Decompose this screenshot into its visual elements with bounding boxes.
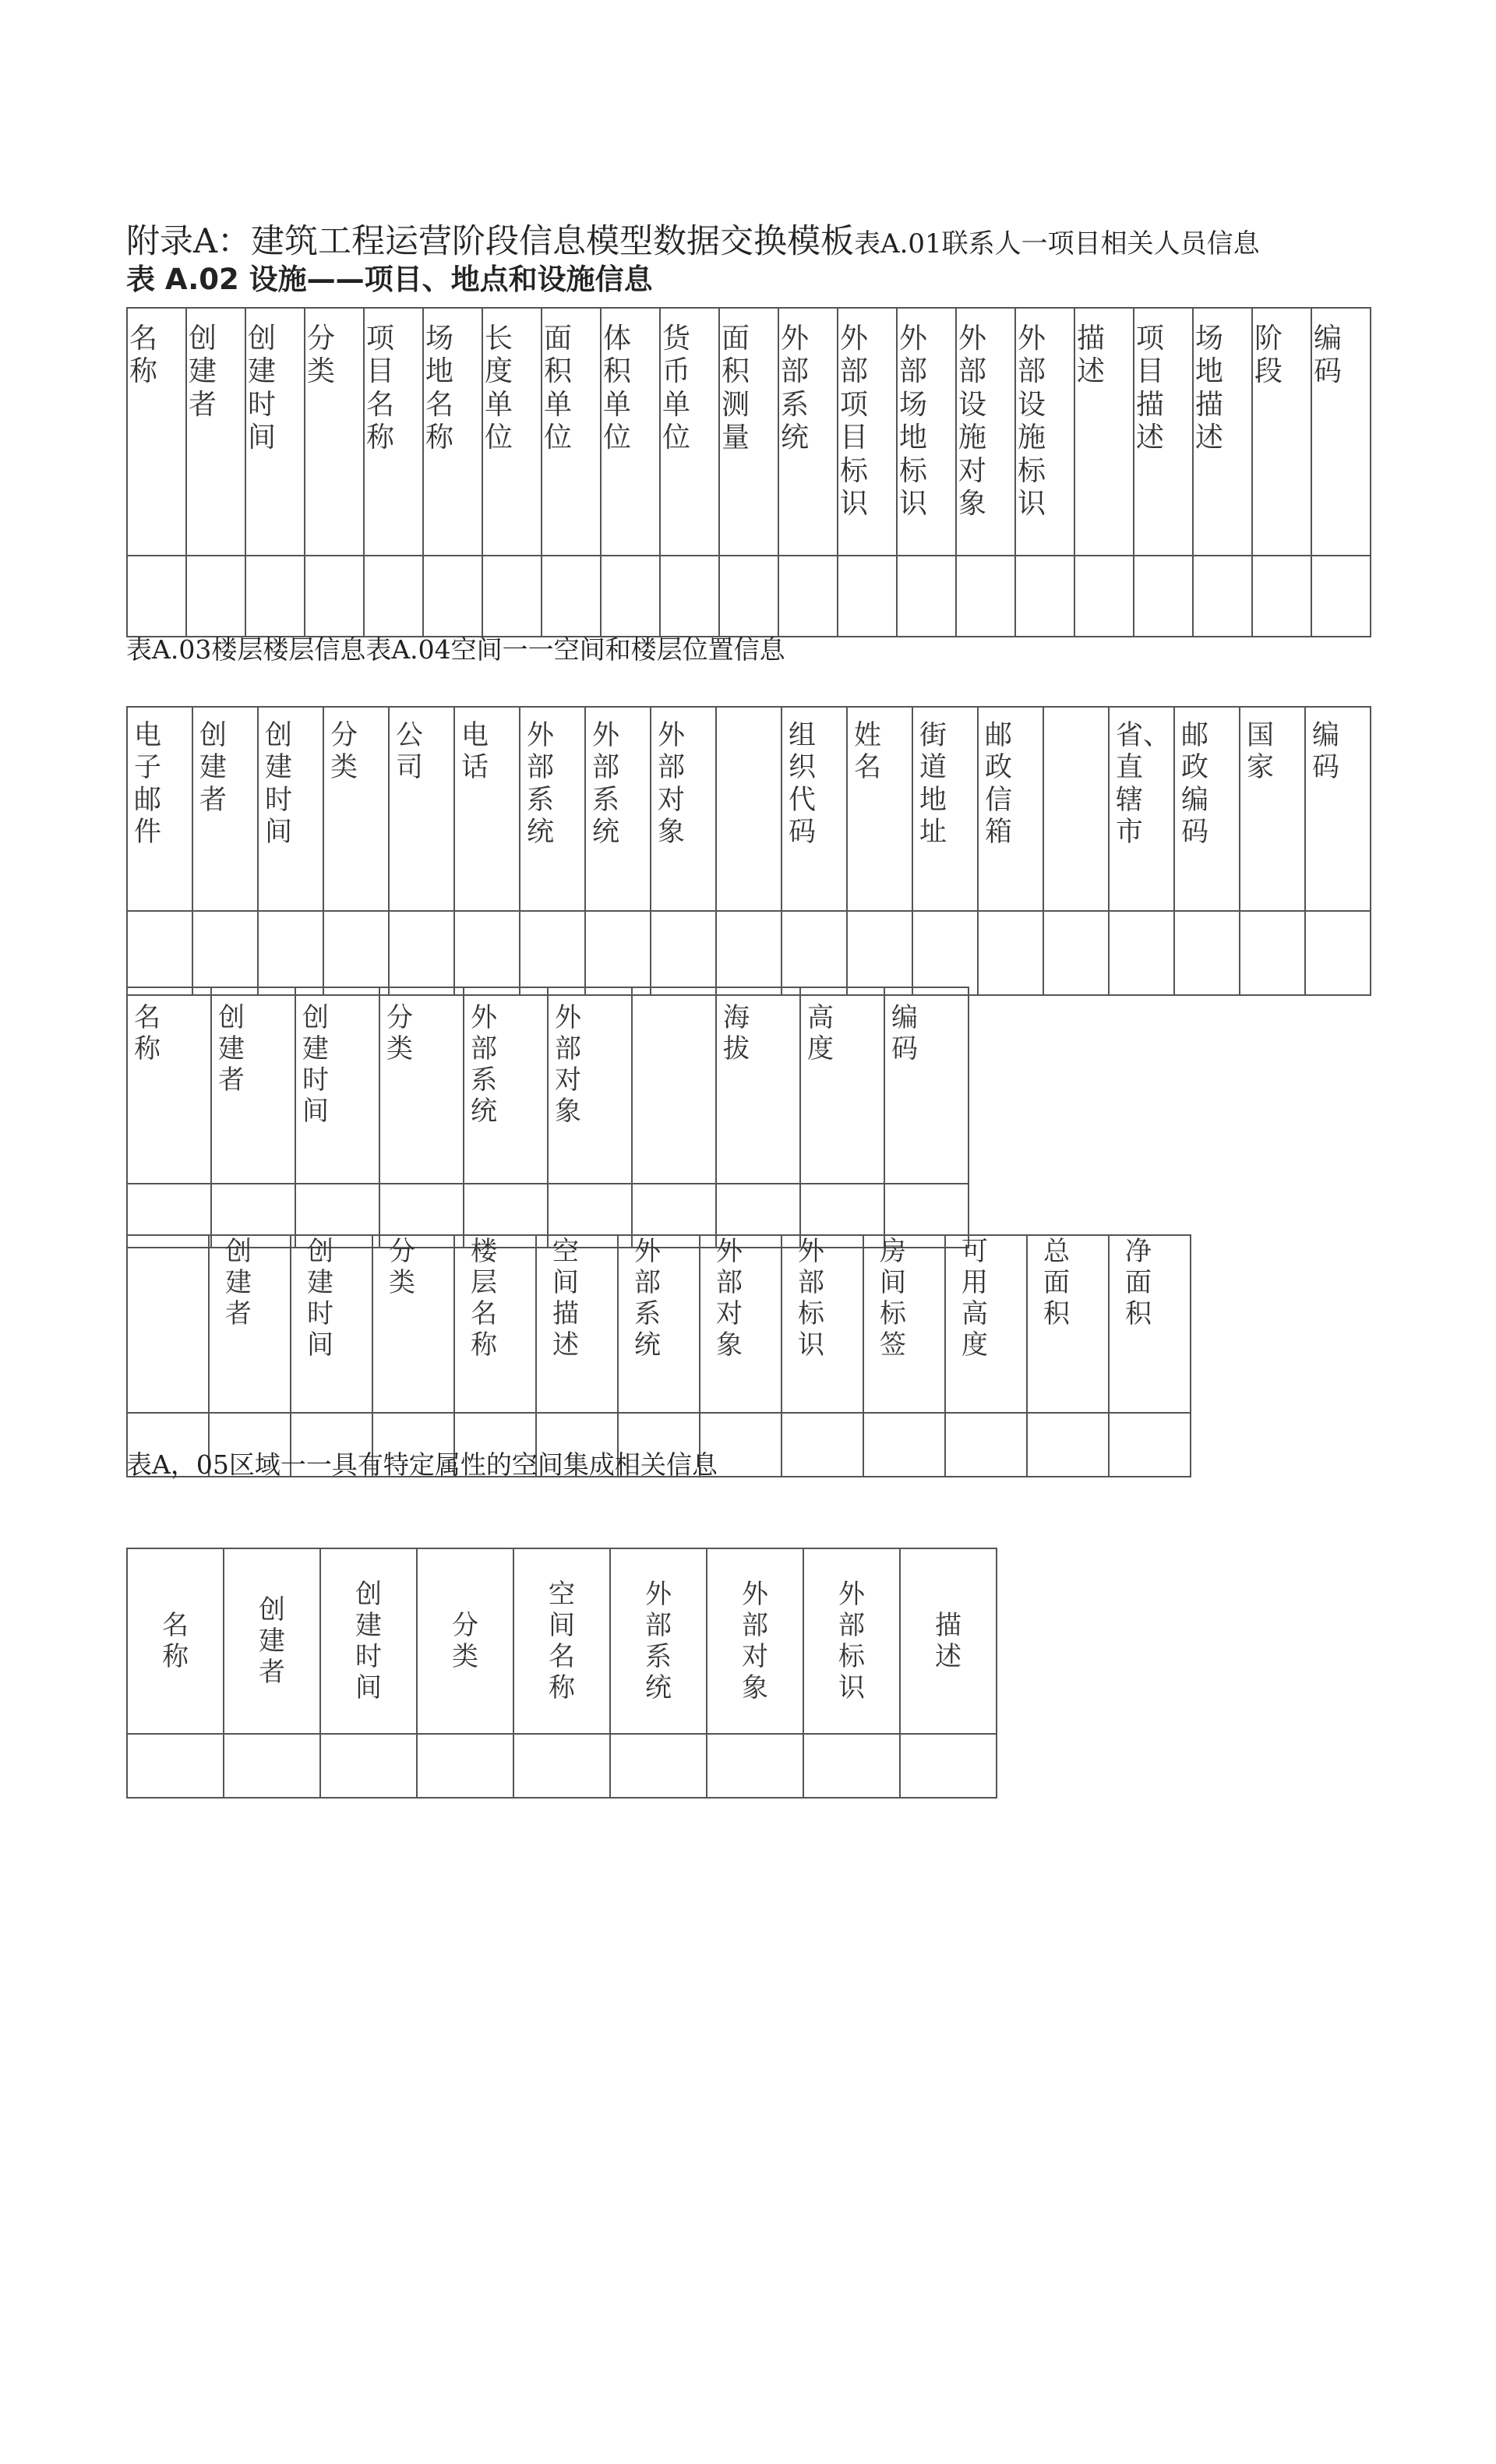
header-label: 空间描述 (552, 1236, 579, 1361)
empty-cell (1305, 911, 1371, 995)
header-cell (700, 1235, 782, 1413)
empty-cell (900, 1734, 997, 1798)
header-cell (127, 1235, 209, 1413)
header-label: 场地描述 (1195, 323, 1224, 454)
header-cell (127, 308, 186, 556)
header-label: 编码 (1314, 323, 1343, 388)
empty-cell (323, 911, 389, 995)
empty-cell (423, 556, 482, 637)
empty-cell (1015, 556, 1074, 637)
header-label: 外部设施标识 (1018, 323, 1046, 521)
header-label: 组织代码 (789, 720, 817, 848)
header-label: 外部标识 (798, 1236, 824, 1361)
empty-cell (707, 1734, 803, 1798)
header-cell (372, 1235, 454, 1413)
header-label: 外部标识 (838, 1578, 865, 1704)
header-cell (847, 707, 912, 911)
header-cell (1305, 707, 1371, 911)
empty-cell (782, 911, 847, 995)
header-cell (884, 987, 969, 1184)
header-label: 项目描述 (1136, 323, 1165, 454)
header-label: 长度单位 (485, 323, 513, 454)
header-cell (209, 1235, 291, 1413)
empty-cell (192, 911, 258, 995)
header-cell (1074, 308, 1134, 556)
header-cell (800, 987, 884, 1184)
header-cell (258, 707, 323, 911)
empty-cell (1252, 556, 1311, 637)
header-label: 创建时间 (355, 1578, 382, 1704)
empty-cell (305, 556, 364, 637)
header-cell (417, 1548, 513, 1734)
empty-cell (542, 556, 601, 637)
empty-cell (389, 911, 454, 995)
header-cell (1193, 308, 1252, 556)
header-cell (127, 707, 192, 911)
header-cell (1109, 1235, 1191, 1413)
empty-cell (320, 1734, 417, 1798)
empty-cell (945, 1413, 1027, 1477)
header-cell (245, 308, 305, 556)
header-label: 公司 (396, 720, 424, 784)
header-label: 空间名称 (548, 1578, 575, 1704)
header-label: 创建者 (225, 1236, 252, 1330)
header-label: 国家 (1247, 720, 1275, 784)
header-cell (211, 987, 295, 1184)
header-label: 场地名称 (425, 323, 454, 454)
header-label: 净面积 (1125, 1236, 1152, 1330)
header-cell (1015, 308, 1074, 556)
empty-cell (513, 1734, 610, 1798)
header-label: 名称 (161, 1609, 189, 1672)
table-a05-caption: 表A，05区域一一具有特定属性的空间集成相关信息 (126, 1449, 718, 1480)
empty-cell (610, 1734, 707, 1798)
header-cell (1043, 707, 1109, 911)
header-cell (291, 1235, 372, 1413)
empty-cell (186, 556, 245, 637)
header-label: 海拔 (723, 1002, 750, 1065)
empty-cell (1109, 1413, 1191, 1477)
header-cell (716, 707, 782, 911)
header-cell (224, 1548, 320, 1734)
header-label: 分类 (451, 1609, 478, 1672)
header-label: 省、直辖市 (1116, 720, 1171, 848)
empty-cell (838, 556, 897, 637)
empty-cell (863, 1413, 945, 1477)
header-label: 创建者 (258, 1594, 285, 1689)
header-cell (295, 987, 379, 1184)
empty-cell (978, 911, 1043, 995)
header-label: 外部设施对象 (958, 323, 987, 521)
header-label: 邮政编码 (1181, 720, 1209, 848)
header-cell (782, 1235, 863, 1413)
empty-cell (417, 1734, 513, 1798)
header-label: 邮政信箱 (985, 720, 1013, 848)
header-cell (186, 308, 245, 556)
empty-cell (224, 1734, 320, 1798)
empty-cell (1074, 556, 1134, 637)
table-a04-level (126, 987, 969, 1248)
empty-cell (719, 556, 778, 637)
header-label: 编码 (1312, 720, 1340, 784)
header-cell (897, 308, 956, 556)
header-cell (454, 1235, 536, 1413)
header-cell (323, 707, 389, 911)
header-label: 外部对象 (555, 1002, 581, 1128)
header-label: 描述 (934, 1609, 961, 1672)
header-cell (192, 707, 258, 911)
table-a01-caption: 表A.01联系人一项目相关人员信息 (854, 228, 1260, 259)
header-cell (585, 707, 651, 911)
header-label: 电话 (461, 720, 489, 784)
table-a02 (126, 307, 1371, 637)
header-label: 分类 (330, 720, 358, 784)
empty-cell (454, 911, 520, 995)
header-label: 总面积 (1043, 1236, 1070, 1330)
header-label: 货币单位 (662, 323, 691, 454)
empty-cell (482, 556, 542, 637)
header-label: 外部对象 (716, 1236, 743, 1361)
header-label: 外部项目标识 (840, 323, 869, 521)
header-label: 面积单位 (544, 323, 573, 454)
header-cell (1311, 308, 1371, 556)
header-cell (632, 987, 716, 1184)
empty-cell (601, 556, 660, 637)
header-label: 姓名 (854, 720, 882, 784)
header-cell (1174, 707, 1240, 911)
header-label: 名称 (129, 323, 158, 388)
header-label: 面积测量 (722, 323, 750, 454)
header-cell (778, 308, 838, 556)
empty-cell (1240, 911, 1305, 995)
empty-cell (782, 1413, 863, 1477)
header-label: 创建时间 (302, 1002, 329, 1128)
header-label: 外部系统 (592, 720, 620, 848)
header-cell (482, 308, 542, 556)
header-cell (863, 1235, 945, 1413)
header-cell (838, 308, 897, 556)
header-cell (978, 707, 1043, 911)
header-cell (305, 308, 364, 556)
header-cell (900, 1548, 997, 1734)
table-a02-caption: 表 A.02 设施——项目、地点和设施信息 (126, 263, 653, 296)
header-cell (520, 707, 585, 911)
header-cell (803, 1548, 900, 1734)
appendix-title-main: 附录A：建筑工程运营阶段信息模型数据交换模板 (126, 222, 855, 261)
header-label: 名称 (134, 1002, 161, 1065)
header-cell (1240, 707, 1305, 911)
empty-cell (1109, 911, 1174, 995)
empty-cell (1193, 556, 1252, 637)
header-cell (513, 1548, 610, 1734)
header-label: 街道地址 (919, 720, 947, 848)
header-label: 描述 (1077, 323, 1106, 388)
header-cell (389, 707, 454, 911)
header-label: 分类 (386, 1002, 413, 1065)
empty-cell (897, 556, 956, 637)
empty-cell (847, 911, 912, 995)
header-cell (651, 707, 716, 911)
header-cell (956, 308, 1015, 556)
header-label: 项目名称 (366, 323, 395, 454)
header-label: 高度 (807, 1002, 834, 1065)
header-cell (127, 987, 211, 1184)
header-row (127, 1548, 997, 1734)
header-cell (548, 987, 632, 1184)
header-cell (127, 1548, 224, 1734)
empty-cell (912, 911, 978, 995)
empty-cell (1043, 911, 1109, 995)
header-cell (1252, 308, 1311, 556)
header-cell (660, 308, 719, 556)
header-label: 创建时间 (248, 323, 277, 454)
empty-cell (651, 911, 716, 995)
empty-cell (127, 556, 186, 637)
header-label: 创建者 (189, 323, 217, 421)
header-row (127, 1235, 1191, 1413)
header-label: 外部场地标识 (899, 323, 928, 521)
header-label: 外部对象 (658, 720, 686, 848)
header-cell (782, 707, 847, 911)
header-label: 创建者 (218, 1002, 245, 1096)
header-cell (464, 987, 548, 1184)
header-row (127, 987, 969, 1184)
header-label: 房间标签 (880, 1236, 906, 1361)
header-label: 外部系统 (634, 1236, 661, 1361)
empty-cell (1311, 556, 1371, 637)
header-label: 可用高度 (961, 1236, 988, 1361)
header-label: 楼层名称 (471, 1236, 497, 1361)
empty-cell (716, 911, 782, 995)
empty-cell (803, 1734, 900, 1798)
header-cell (912, 707, 978, 911)
header-cell (423, 308, 482, 556)
header-label: 分类 (389, 1236, 415, 1299)
header-cell (320, 1548, 417, 1734)
empty-cell (520, 911, 585, 995)
header-cell (454, 707, 520, 911)
table-a04-space (126, 1234, 1191, 1477)
table-a05 (126, 1548, 997, 1799)
header-cell (536, 1235, 618, 1413)
header-label: 分类 (307, 323, 336, 388)
header-cell (610, 1548, 707, 1734)
header-label: 外部系统 (644, 1578, 672, 1704)
header-cell (716, 987, 800, 1184)
empty-cell (1174, 911, 1240, 995)
header-cell (707, 1548, 803, 1734)
empty-cell (1134, 556, 1193, 637)
table-row (127, 911, 1371, 995)
empty-cell (127, 1734, 224, 1798)
empty-cell (127, 911, 192, 995)
header-cell (601, 308, 660, 556)
header-cell (1109, 707, 1174, 911)
empty-cell (364, 556, 423, 637)
empty-cell (660, 556, 719, 637)
header-label: 编码 (891, 1002, 918, 1065)
header-cell (1027, 1235, 1109, 1413)
header-row (127, 707, 1371, 911)
header-row (127, 308, 1371, 556)
header-label: 外部系统 (471, 1002, 497, 1128)
header-label: 创建时间 (307, 1236, 333, 1361)
header-cell (364, 308, 423, 556)
header-label: 阶段 (1254, 323, 1283, 388)
header-label: 体积单位 (603, 323, 632, 454)
header-cell (379, 987, 464, 1184)
header-label: 创建者 (199, 720, 228, 816)
header-label: 外部系统 (527, 720, 555, 848)
empty-cell (1027, 1413, 1109, 1477)
header-label: 外部系统 (781, 323, 810, 454)
empty-cell (585, 911, 651, 995)
header-label: 创建时间 (265, 720, 293, 848)
table-row (127, 1734, 997, 1798)
table-row (127, 556, 1371, 637)
header-cell (618, 1235, 700, 1413)
empty-cell (956, 556, 1015, 637)
empty-cell (778, 556, 838, 637)
table-a03-a04-caption: 表A.03楼层楼层信息表A.04空间一一空间和楼层位置信息 (126, 634, 785, 665)
table-a03 (126, 706, 1371, 996)
header-cell (719, 308, 778, 556)
header-cell (542, 308, 601, 556)
empty-cell (245, 556, 305, 637)
header-cell (1134, 308, 1193, 556)
empty-cell (258, 911, 323, 995)
header-cell (945, 1235, 1027, 1413)
header-label: 电子邮件 (134, 720, 162, 848)
header-label: 外部对象 (741, 1578, 768, 1704)
